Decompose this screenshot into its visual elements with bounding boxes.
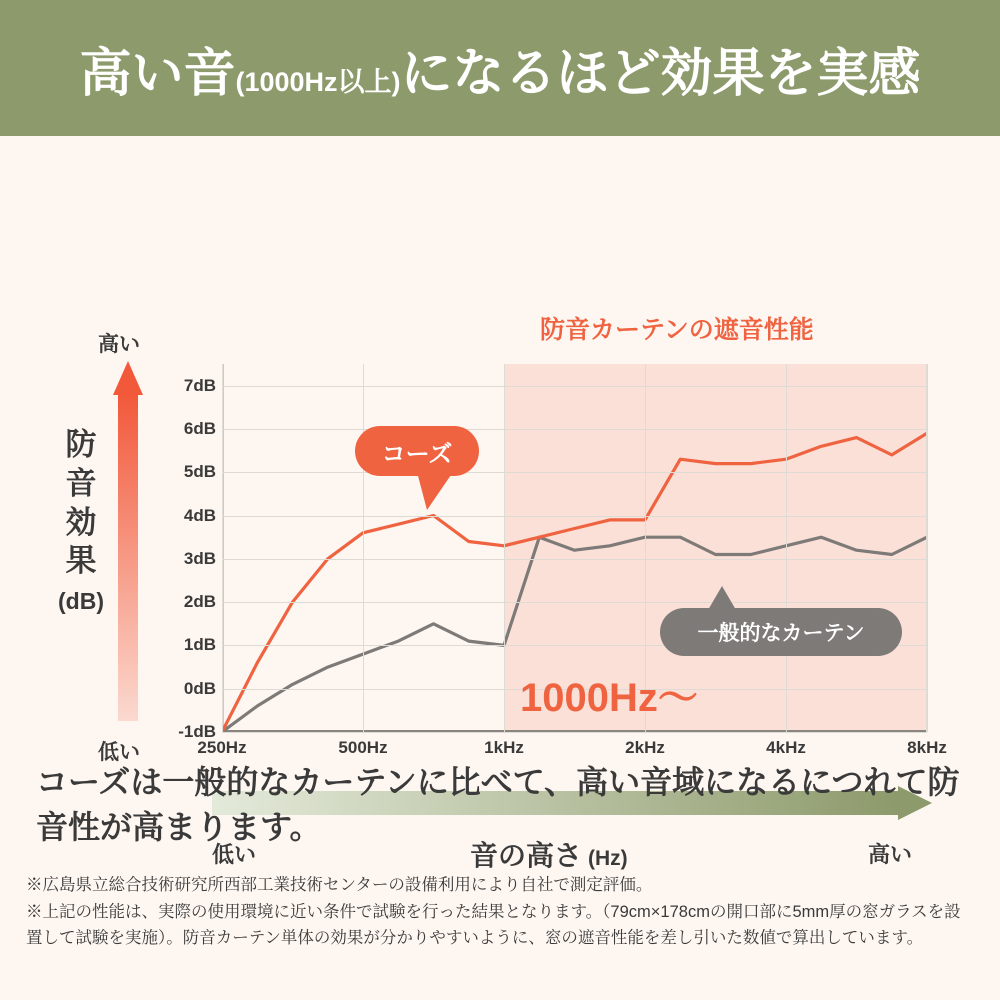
callout-general-curtain [660, 608, 902, 656]
band-label: 1000Hz〜 [520, 676, 698, 720]
y-axis-title-char-4: 果 [65, 543, 97, 579]
gridline-horizontal [222, 386, 927, 387]
y-axis-title [45, 426, 117, 616]
y-axis-unit: (dB) [58, 588, 104, 614]
y-axis-title-char-2: 音 [65, 465, 97, 501]
y-tick-label: -1dB [178, 722, 216, 741]
callout-kose-label: コーズ [381, 440, 453, 468]
y-tick-label: 3dB [183, 548, 216, 568]
gridline-vertical [222, 364, 223, 732]
page-title-pre: 高い音 [79, 44, 236, 103]
x-axis-low-label: 低い [212, 842, 257, 867]
y-tick-label: 0dB [183, 678, 216, 698]
gridline-horizontal [222, 516, 927, 517]
gridline-vertical [927, 364, 928, 732]
y-axis-high-label: 高い [98, 333, 140, 356]
gridline-horizontal [222, 732, 927, 733]
x-tick-label: 2kHz [625, 738, 665, 757]
y-tick-label: 6dB [183, 418, 216, 438]
page-title-small: (1000Hz以上) [235, 66, 401, 97]
y-tick-label: 2dB [183, 592, 216, 612]
x-tick-label: 4kHz [766, 738, 806, 757]
y-axis-title-char-3: 効 [65, 504, 97, 540]
gridline-horizontal [222, 429, 927, 430]
callout-kose [355, 426, 479, 476]
gridline-vertical [504, 364, 505, 732]
x-axis-high-label: 高い [868, 842, 913, 867]
y-tick-label: 1dB [183, 635, 216, 655]
gridline-horizontal [222, 472, 927, 473]
chart-legend-title: 防音カーテンの遮音性能 [540, 316, 814, 344]
x-tick-label: 8kHz [907, 738, 947, 757]
page-title-post: になるほど効果を実感 [400, 44, 921, 103]
gridline-horizontal [222, 559, 927, 560]
x-tick-label: 1kHz [484, 738, 524, 757]
gridline-vertical [363, 364, 364, 732]
page-title [79, 31, 920, 106]
note-line-2: ※上記の性能は、実際の使用環境に近い条件で試験を行った結果となります。（79cm×178cmの開口部に5mm厚の窓ガラスを設置して試験を実施）。防音カーテン単体の効果が分かりやすいように、窓の遮音性能を差し引いた数値で算出しています。 [26, 902, 961, 948]
summary-text: コーズは一般的なカーテンに比べて、高い音域になるにつれて防音性が高まります。 [36, 764, 960, 846]
gridline-vertical [926, 364, 927, 732]
note-line-1: ※広島県立総合技術研究所西部工業技術センターの設備利用により自社で測定評価。 [26, 876, 653, 894]
x-axis-title-text: 音の高さ [470, 840, 583, 871]
y-tick-label: 7dB [183, 375, 216, 395]
y-tick-label: 5dB [183, 462, 216, 482]
y-axis-title-char-1: 防 [65, 427, 97, 462]
y-tick-label: 4dB [183, 505, 216, 525]
x-tick-label: 500Hz [338, 738, 388, 757]
y-axis-arrow-icon [113, 361, 143, 721]
gridline-horizontal [222, 602, 927, 603]
callout-general-curtain-label: 一般的なカーテン [697, 622, 865, 645]
gridline-vertical [786, 364, 787, 732]
y-axis-low-label: 低い [98, 741, 140, 764]
notes-block [26, 872, 976, 952]
x-axis-unit: (Hz) [588, 847, 628, 870]
x-tick-label: 250Hz [197, 738, 247, 757]
y-axis-tick-labels [150, 364, 216, 741]
header-banner [0, 0, 1000, 136]
